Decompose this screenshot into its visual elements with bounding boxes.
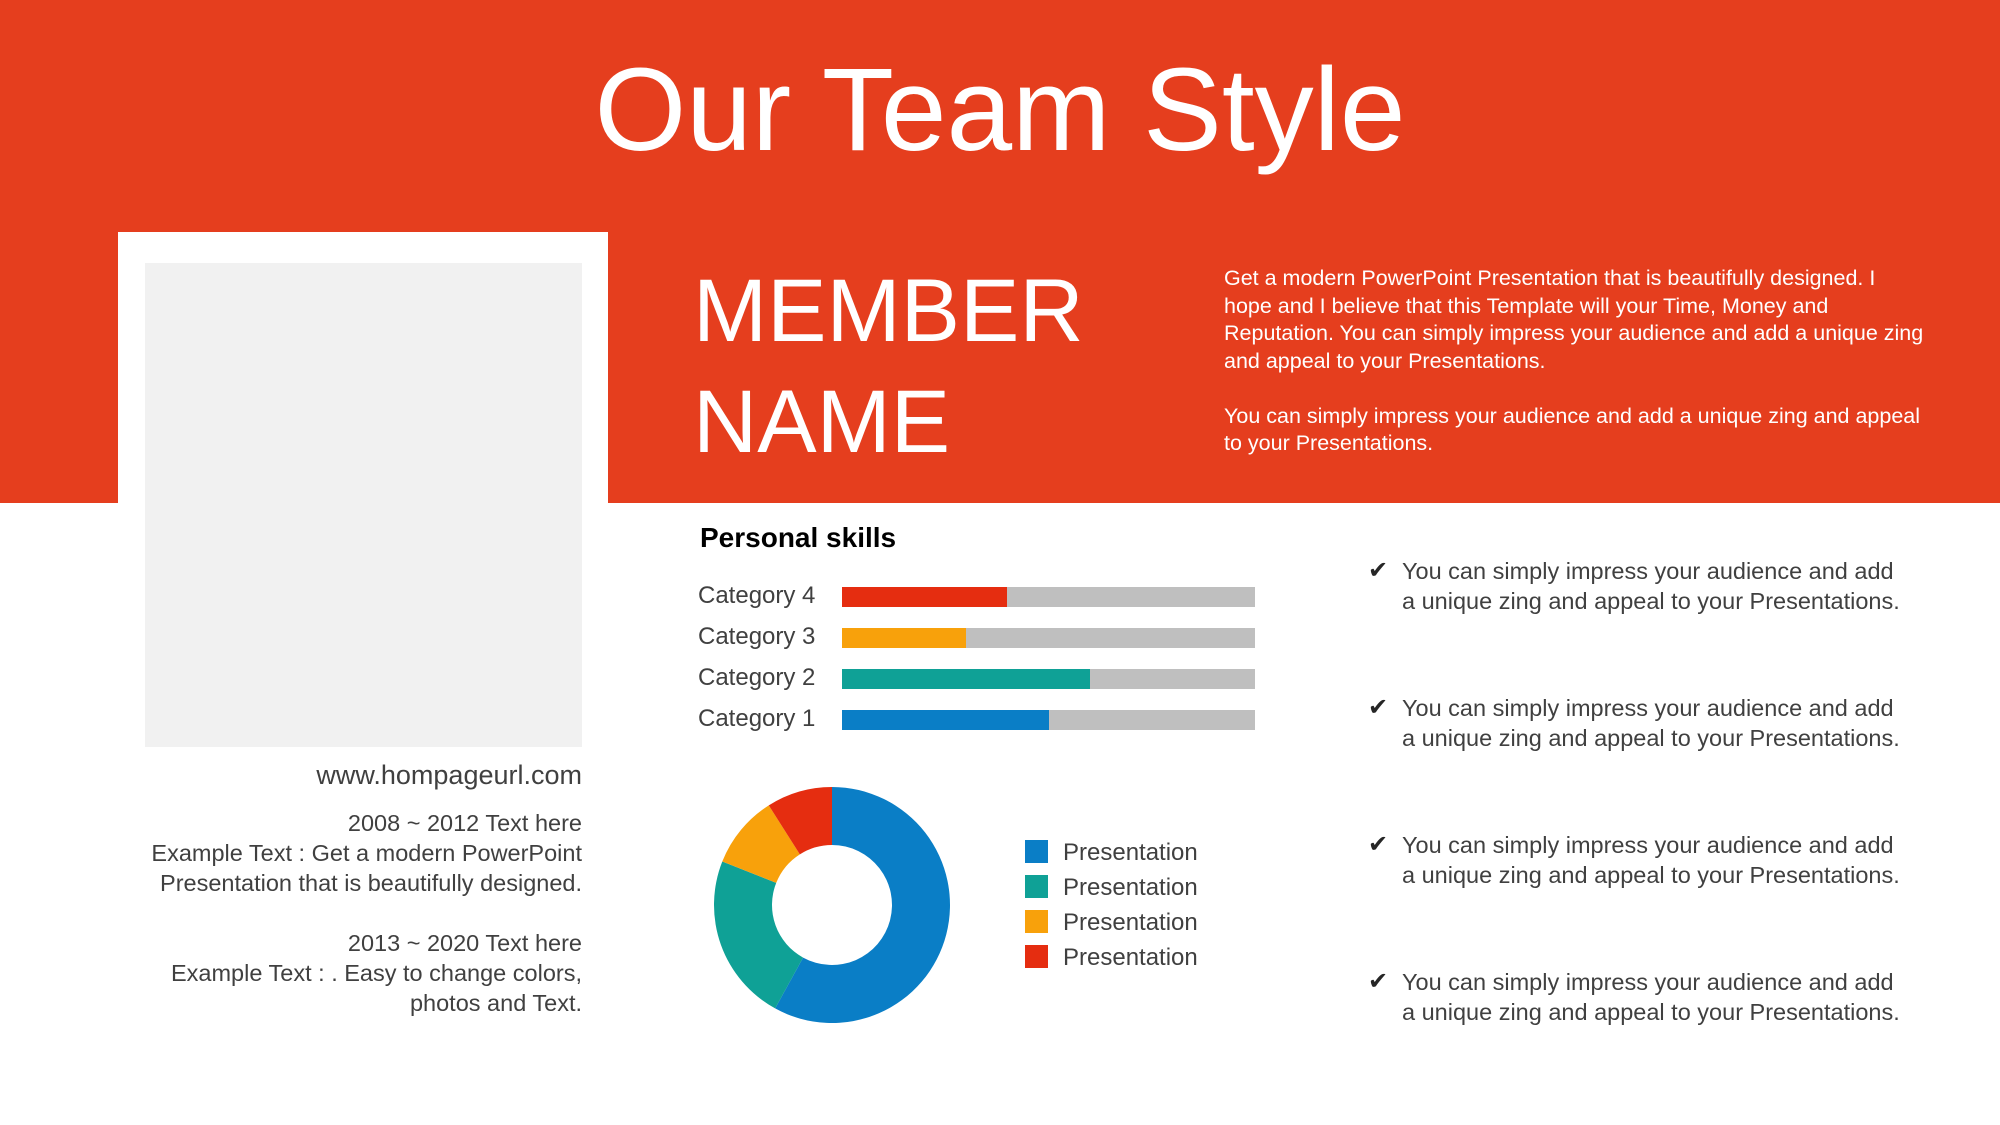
skill-label: Category 4 [698,582,816,609]
member-name-line1: MEMBER [693,260,1084,360]
skill-track [842,628,1255,648]
intro-text [1224,265,1924,458]
chart-legend [1025,835,1265,975]
history-description: Example Text : . Easy to change colors, photos and Text. [170,960,582,1016]
skill-fill-bar [842,710,1049,730]
checklist-text: You can simply impress your audience and add a unique zing and appeal to your Presentations. [1402,832,1900,888]
legend-swatch [1025,840,1048,863]
legend-item [1025,870,1265,905]
skills-title: Personal skills [700,522,897,553]
checkmark-icon: ✔ [1368,694,1389,721]
intro-paragraph: You can simply impress your audience and add a unique zing and appeal to your Presentations. [1224,403,1921,455]
checklist-text: You can simply impress your audience and add a unique zing and appeal to your Presentations. [1402,695,1900,751]
skill-label: Category 3 [698,623,816,650]
skill-track [842,587,1255,607]
history-period: 2013 ~ 2020 Text here [347,930,582,956]
checklist-text: You can simply impress your audience and add a unique zing and appeal to your Presentations. [1402,558,1900,614]
homepage-url[interactable]: www.hompageurl.com [316,760,582,790]
history-description: Example Text : Get a modern PowerPoint Presentation that is beautifully designed. [151,840,582,896]
skill-track [842,710,1255,730]
legend-label: Presentation [1063,909,1198,936]
checkmark-icon: ✔ [1368,557,1389,584]
legend-item [1025,940,1265,975]
legend-item [1025,905,1265,940]
checkmark-icon: ✔ [1368,968,1389,995]
skill-label: Category 1 [698,705,816,732]
skill-fill-bar [842,628,966,648]
member-name [693,255,1213,477]
skill-row [698,576,1258,616]
intro-paragraph: Get a modern PowerPoint Presentation that is beautifully designed. I hope and I believe that this Template will your Time, Money and Reputation. You can simply impress your audience and add a unique zing and appeal to your Presentations. [1224,266,1924,373]
history-entry [100,808,582,898]
legend-swatch [1025,910,1048,933]
history-period: 2008 ~ 2012 Text here [347,810,582,836]
skill-row [698,617,1258,657]
skill-row [698,699,1258,739]
skill-row [698,658,1258,698]
donut-chart [712,785,952,1025]
legend-label: Presentation [1063,874,1198,901]
history-list [100,808,582,1018]
legend-label: Presentation [1063,839,1198,866]
skill-fill-bar [842,587,1007,607]
legend-label: Presentation [1063,944,1198,971]
skill-fill-bar [842,669,1090,689]
legend-swatch [1025,875,1048,898]
member-photo-placeholder[interactable] [145,263,582,747]
member-name-line2: NAME [693,371,951,471]
skill-label: Category 2 [698,664,816,691]
legend-swatch [1025,945,1048,968]
history-entry [100,928,582,1018]
page-title: Our Team Style [594,44,1406,176]
checkmark-icon: ✔ [1368,831,1389,858]
skill-track [842,669,1255,689]
checklist-text: You can simply impress your audience and add a unique zing and appeal to your Presentations. [1402,969,1900,1025]
legend-item [1025,835,1265,870]
